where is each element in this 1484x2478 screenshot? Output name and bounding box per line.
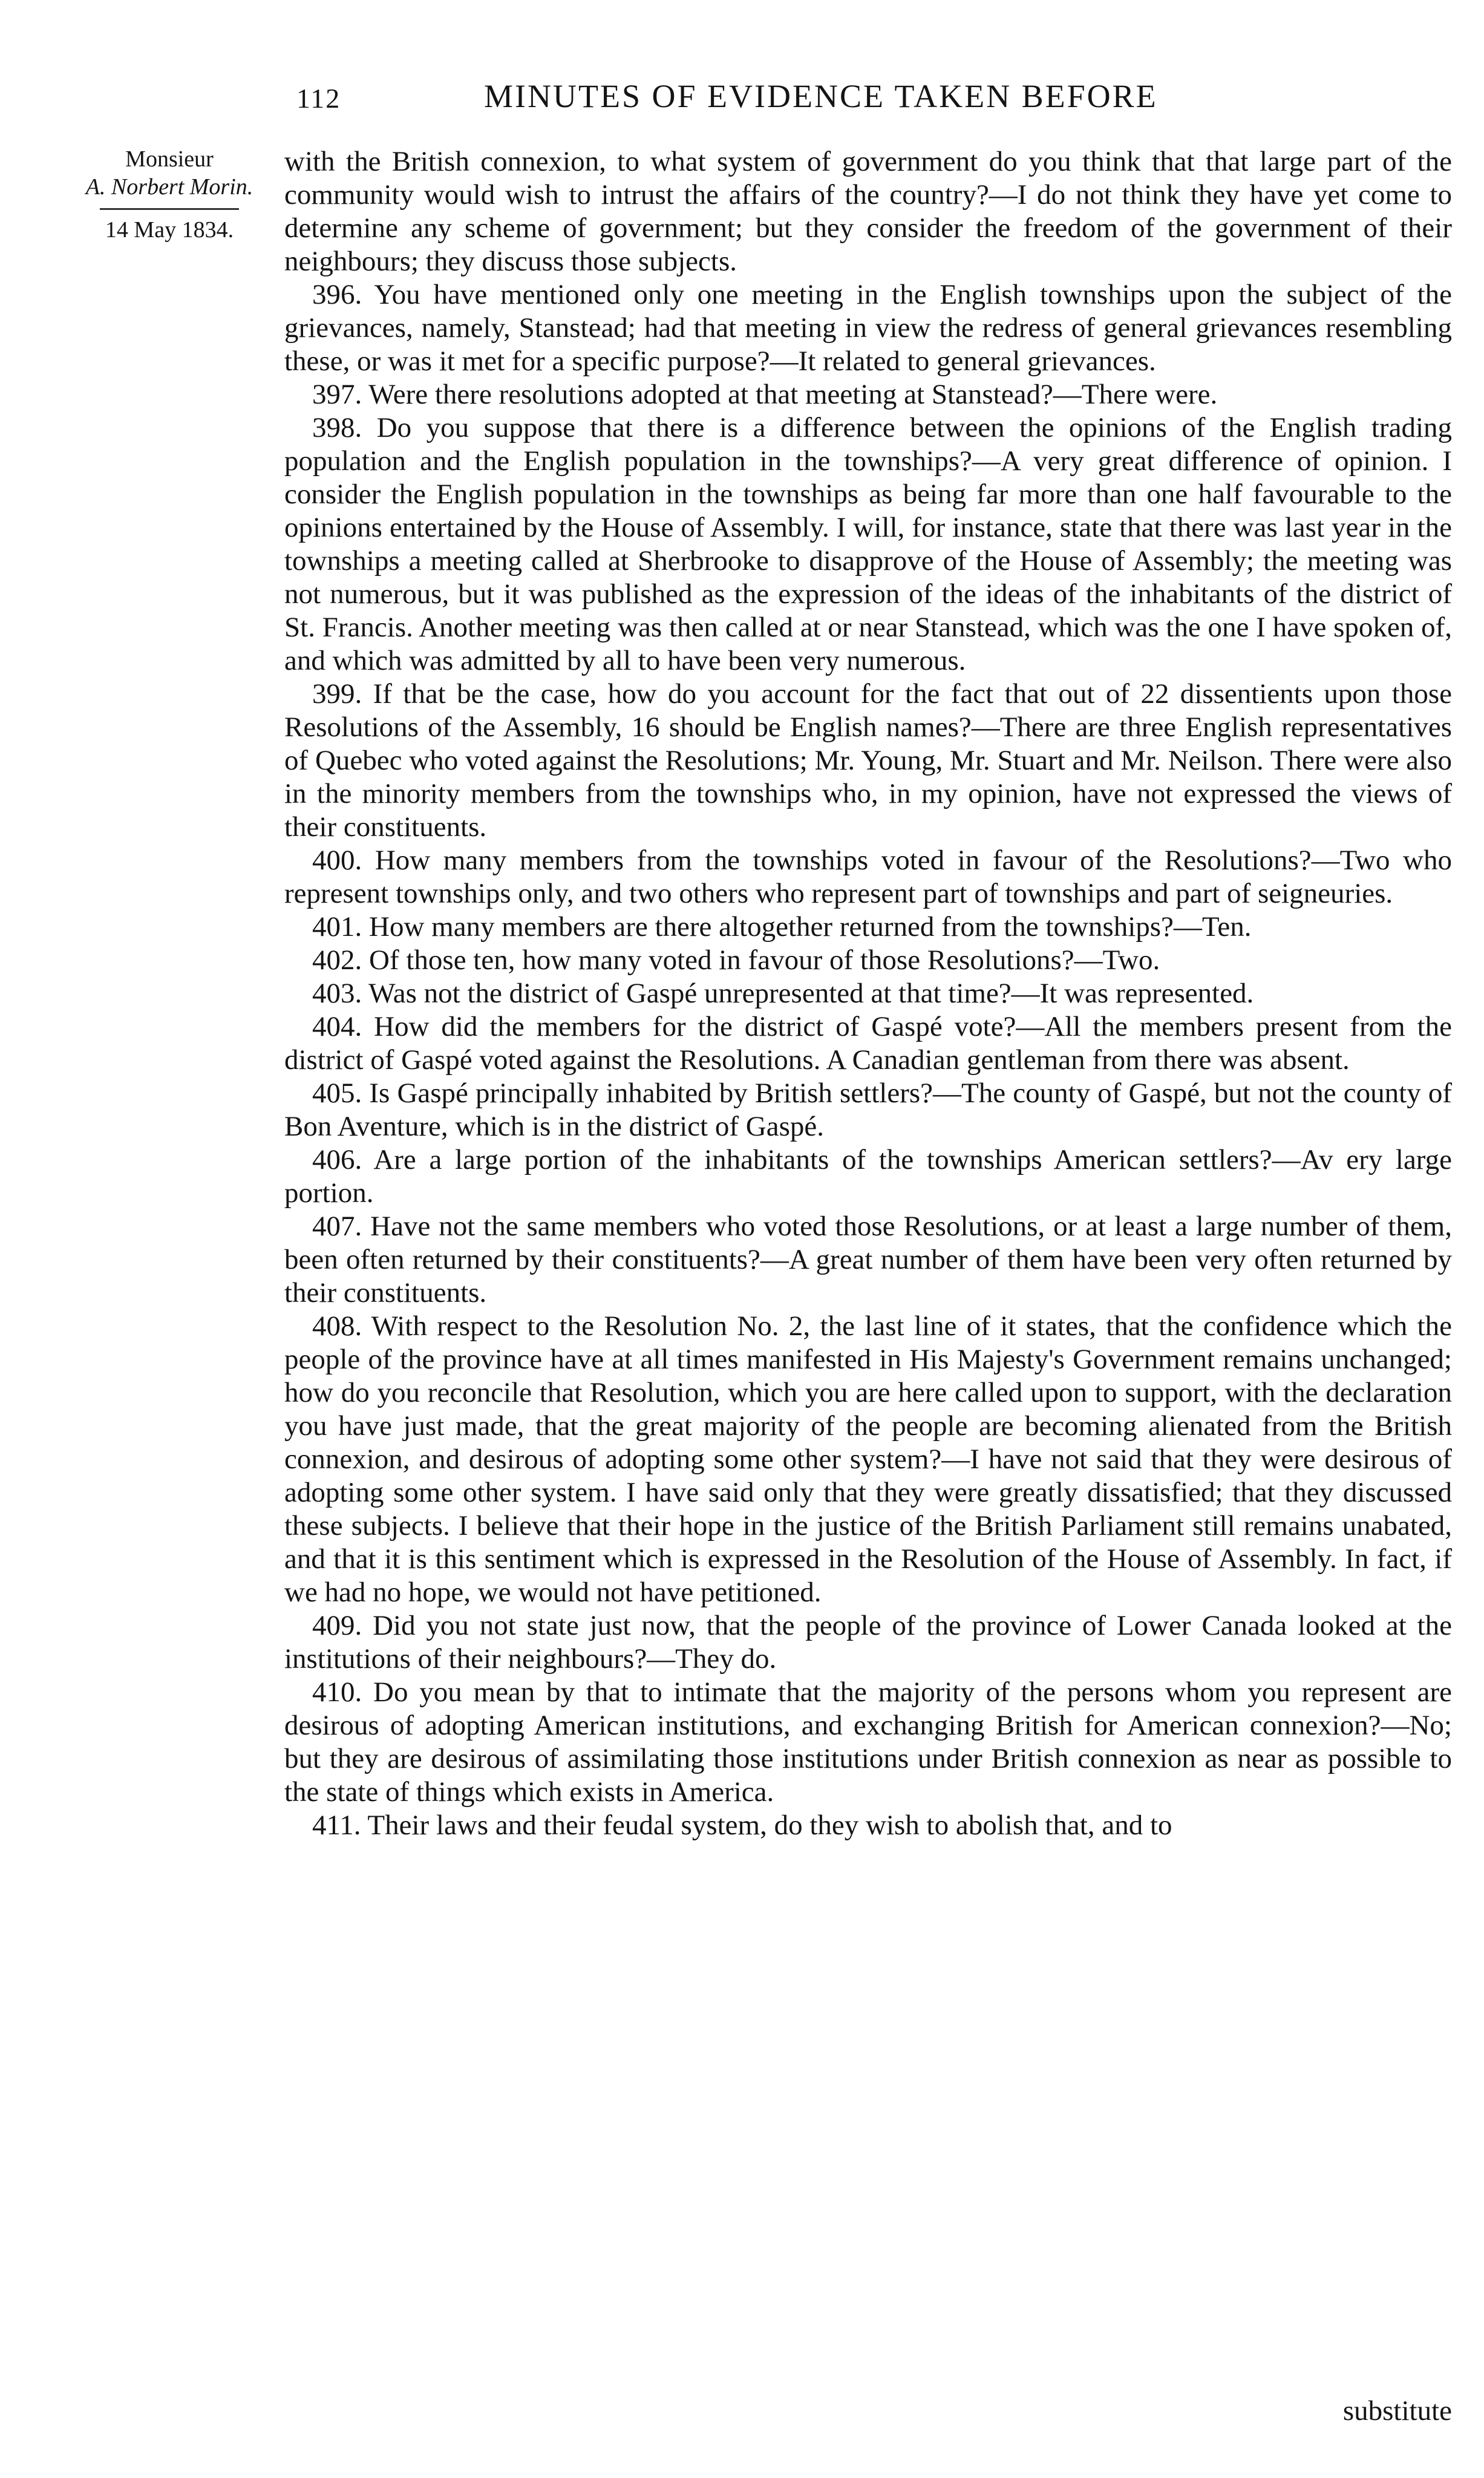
- question-405: 405. Is Gaspé principally inhabited by British settlers?—The county of Gaspé, but not the county of Bon Aventure, which is in the district of Gaspé.: [284, 1077, 1453, 1142]
- question-402: 402. Of those ten, how many voted in favour of those Resolutions?—Two.: [312, 944, 1160, 976]
- testimony-date: 14 May 1834.: [105, 217, 234, 243]
- page-number: 112: [296, 83, 341, 114]
- question-397: 397. Were there resolutions adopted at that meeting at Stanstead?—There were.: [312, 379, 1218, 410]
- question-410: 410. Do you mean by that to intimate that the majority of the persons whom you represent are desirous of adopting American institutions, and exchanging British for American connexion?—No; but they are desirous of assimilating those institutions under British connexion as near as possible to the state of things which exists in America.: [284, 1676, 1453, 1808]
- question-407: 407. Have not the same members who voted those Resolutions, or at least a large number of them, been often returned by their constituents?—A great number of them have been very often returned by their constituents.: [284, 1211, 1452, 1309]
- question-403: 403. Was not the district of Gaspé unrepresented at that time?—It was represented.: [312, 978, 1254, 1009]
- paragraph-continuation: with the British connexion, to what system of government do you think that that large part of the community would wish to intrust the affairs of the country?—I do not think they have yet come to determine any scheme of government; but they consider the freedom of the government of their neighbours; they discuss those subjects.: [284, 146, 1452, 277]
- witness-name: A. Norbert Morin.: [85, 174, 253, 200]
- margin-note: [54, 145, 284, 244]
- page-header: [284, 77, 1452, 126]
- question-408: 408. With respect to the Resolution No. 2, the last line of it states, that the confidence which the people of the province have at all times manifested in His Majesty's Government remains unchanged; how do you reconcile that Resolution, which you are here called upon to support, with the declaration you have just made, that the great majority of the people are becoming alienated from the British connexion, and desirous of adopting some other system?—I have not said that they were desirous of adopting some other system. I have said only that they were greatly dissatisfied; that they discussed these subjects. I believe that their hope in the justice of the British Parliament still remains unabated, and that it is this sentiment which is expressed in the Resolution of the House of Assembly. In fact, if we had no hope, we would not have petitioned.: [284, 1310, 1453, 1608]
- question-406: 406. Are a large portion of the inhabitants of the townships American settlers?—Av ery large portion.: [284, 1144, 1452, 1209]
- question-398: 398. Do you suppose that there is a difference between the opinions of the English trading population and the English population in the townships?—A very great difference of opinion. I consider the English population in the townships as being far more than one half favourable to the opinions entertained by the House of Assembly. I will, for instance, state that there was last year in the townships a meeting called at Sherbrooke to disapprove of the House of Assembly; the meeting was not numerous, but it was published as the expression of the ideas of the inhabitants of the district of St. Francis. Another meeting was then called at or near Stanstead, which was the one I have spoken of, and which was admitted by all to have been very numerous.: [284, 412, 1452, 676]
- question-401: 401. How many members are there altogether returned from the townships?—Ten.: [312, 911, 1252, 943]
- question-400: 400. How many members from the townships voted in favour of the Resolutions?—Two who represent townships only, and two others who represent part of townships and part of seigneuries.: [284, 845, 1452, 909]
- catchword: substitute: [1342, 2395, 1452, 2427]
- question-399: 399. If that be the case, how do you account for the fact that out of 22 dissentients upon those Resolutions of the Assembly, 16 should be English names?—There are three English representatives of Quebec who voted against the Resolutions; Mr. Young, Mr. Stuart and Mr. Neilson. There were also in the minority members from the townships who, in my opinion, have not expressed the views of their constituents.: [284, 678, 1452, 843]
- testimony-body: [284, 145, 1452, 1842]
- question-409: 409. Did you not state just now, that the people of the province of Lower Canada looked at the institutions of their neighbours?—They do.: [284, 1610, 1452, 1675]
- witness-title: Monsieur: [125, 146, 214, 172]
- question-404: 404. How did the members for the district of Gaspé vote?—All the members present from the district of Gaspé voted against the Resolutions. A Canadian gentleman from there was absent.: [284, 1011, 1453, 1076]
- question-396: 396. You have mentioned only one meeting in the English townships upon the subject of the grievances, namely, Stanstead; had that meeting in view the redress of general grievances resembling these, or was it met for a specific purpose?—It related to general grievances.: [284, 279, 1452, 377]
- running-title: MINUTES OF EVIDENCE TAKEN BEFORE: [484, 78, 1158, 114]
- margin-divider: [100, 208, 239, 210]
- question-411: 411. Their laws and their feudal system, do they wish to abolish that, and to: [312, 1809, 1172, 1841]
